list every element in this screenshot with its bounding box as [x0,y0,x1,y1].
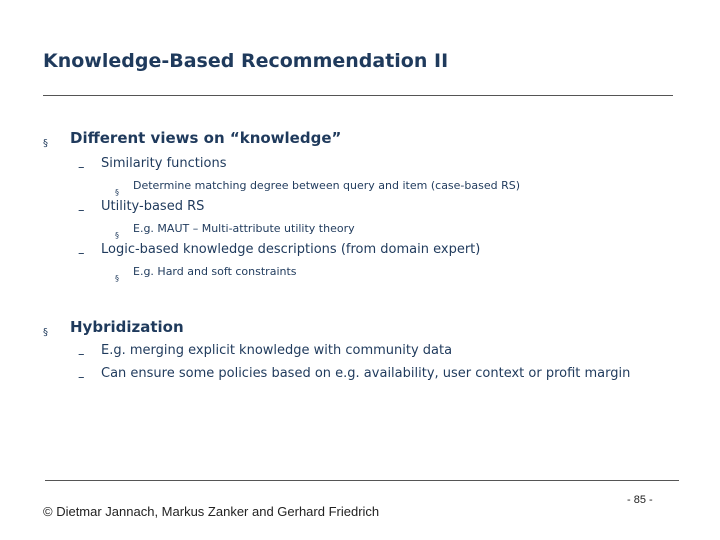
dash-marker: – [78,370,85,385]
sub-item-text: Similarity functions [101,156,227,171]
title-divider [43,95,673,96]
bullet-hybridization [43,318,184,339]
bullet-different-views [43,129,342,150]
sub-item-text: Logic-based knowledge descriptions (from domain expert) [101,242,481,257]
bullet-text: Hybridization [70,318,184,336]
bullet-marker: § [115,231,119,240]
footer-copyright: © Dietmar Jannach, Markus Zanker and Gerhard Friedrich [43,504,380,519]
dash-marker: – [78,347,85,362]
sub-item-text: Utility-based RS [101,199,205,214]
sub-item-merging [78,343,453,362]
detail-item-matching [115,179,521,199]
sub-item-policies [78,366,631,385]
bullet-text: Different views on “knowledge” [70,129,342,147]
slide-title: Knowledge-Based Recommendation II [43,50,449,72]
dash-marker: – [78,160,85,175]
detail-item-text: Determine matching degree between query and item (case-based RS) [133,179,521,192]
detail-item-text: E.g. MAUT – Multi-attribute utility theory [133,222,355,235]
sub-item-text: E.g. merging explicit knowledge with community data [101,343,453,358]
dash-marker: – [78,246,85,261]
detail-item-constraints [115,265,297,285]
sub-item-similarity [78,156,227,175]
footer-divider [45,480,679,481]
bullet-marker: § [43,138,48,149]
detail-item-text: E.g. Hard and soft constraints [133,265,297,278]
sub-item-logic [78,242,481,261]
bullet-marker: § [115,188,119,197]
bullet-marker: § [115,274,119,283]
sub-item-text: Can ensure some policies based on e.g. availability, user context or profit margin [101,366,631,381]
bullet-marker: § [43,327,48,338]
dash-marker: – [78,203,85,218]
sub-item-utility [78,199,205,218]
detail-item-maut [115,222,355,242]
page-number: - 85 - [627,494,653,506]
